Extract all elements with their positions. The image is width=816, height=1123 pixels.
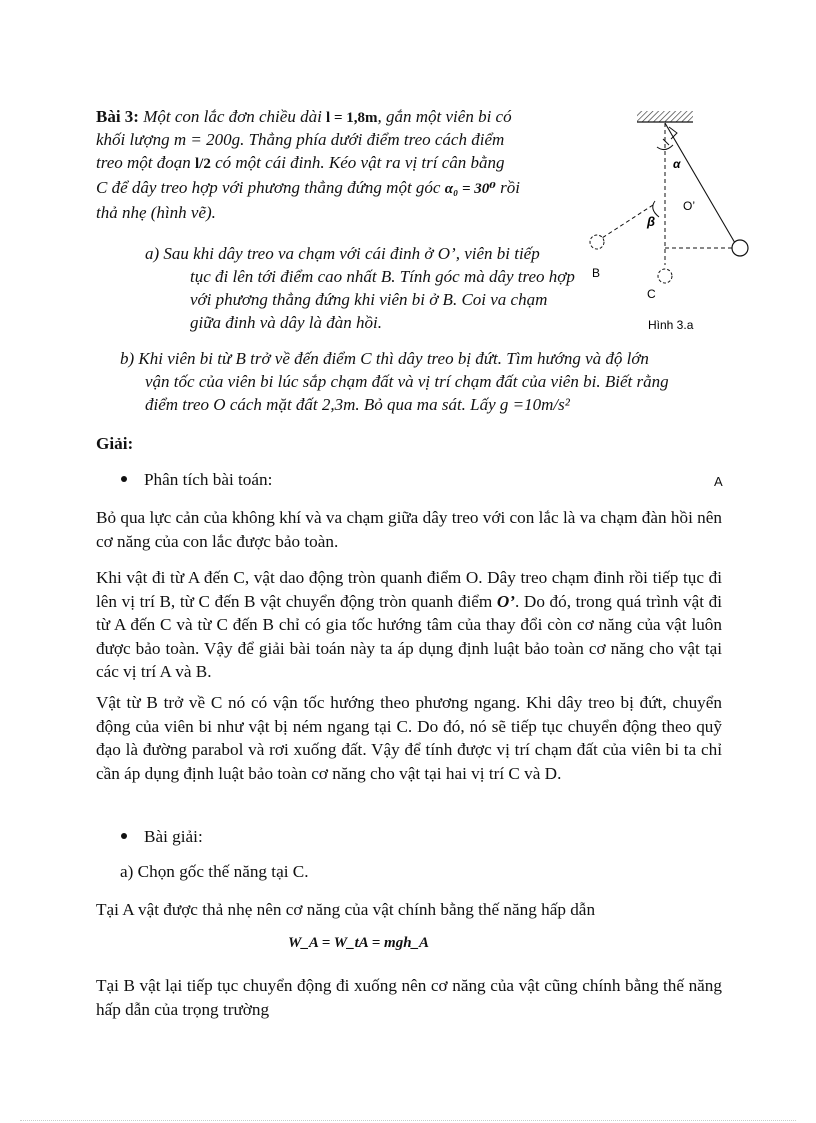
beta-label: β (647, 214, 656, 229)
page-bottom-divider (20, 1120, 796, 1121)
half-length-formula: l/2 (195, 156, 211, 172)
analysis-paragraph-1: Bỏ qua lực cản của không khí và va chạm giữa dây treo với con lắc là va chạm đàn hồi nên cơ năng của con lắc được bảo toàn. (96, 508, 722, 551)
o-prime-symbol: O’ (496, 591, 515, 611)
ceiling-hatch (637, 111, 693, 122)
analysis-paragraph-2 (96, 566, 722, 684)
b-label: B (592, 266, 601, 280)
part-a-line-4: giữa đinh và dây là đàn hồi. (190, 313, 383, 332)
side-label-a: A (714, 474, 723, 489)
solution-subheading: Bài giải: (144, 827, 203, 846)
problem-label: Bài 3: (96, 107, 139, 126)
figure-caption: Hình 3.a (648, 318, 694, 332)
problem-text: , gắn một viên bi có (377, 107, 512, 126)
bullet-dot (121, 833, 127, 839)
problem-text: rồi (495, 178, 520, 197)
part-a-line-2: tục đi lên tới điểm cao nhất B. Tính góc mà dây treo hợp (190, 267, 575, 286)
alpha-label: α (673, 157, 681, 171)
problem-text: C để dây treo hợp với phương thẳng đứng một góc (96, 178, 445, 197)
solution-heading: Giải: (96, 434, 134, 453)
bob-a (732, 240, 748, 256)
o-prime-label: O’ (683, 199, 695, 213)
support-hook (663, 127, 677, 145)
bullet-dot (121, 476, 127, 482)
analysis-heading: Phân tích bài toán: (144, 470, 273, 489)
pendulum-figure (585, 105, 760, 340)
angle-formula: α₀ = 30⁰ (444, 181, 496, 197)
step-a: a) Chọn gốc thế năng tại C. (120, 862, 309, 881)
line-at-b: Tại B vật lại tiếp tục chuyển động đi xuống nên cơ năng của vật cũng chính bằng thế năng hấp dẫn của trọng trường (96, 976, 722, 1019)
part-a-line-3: với phương thẳng đứng khi viên bi ở B. Coi va chạm (190, 290, 548, 309)
paragraph-text: Khi vật đi từ A đến C, vật dao động tròn quanh điểm O. Dây treo chạm đinh rồi tiếp tục đi lên vị trí B, từ C đến B vật chuyển động tròn quanh điểm (96, 568, 722, 611)
string-to-b (602, 205, 656, 238)
problem-text: có một cái đinh. Kéo vật ra vị trí cân bằng (210, 153, 505, 172)
string-to-a (665, 123, 735, 243)
part-b-line-2: vận tốc của viên bi lúc sắp chạm đất và vị trí chạm đất của viên bi. Biết rằng (145, 372, 669, 391)
line-at-a: Tại A vật được thả nhẹ nên cơ năng của vật chính bằng thế năng hấp dẫn (96, 900, 596, 919)
analysis-paragraph-3: Vật từ B trở về C nó có vận tốc hướng theo phương ngang. Khi dây treo bị đứt, chuyển động của viên bi như vật bị ném ngang tại C. Do đó, nó sẽ tiếp tục chuyển động theo quỹ đạo là đường parabol và rơi xuống đất. Vậy để tính được vị trí chạm đất của viên bi ta chỉ cần áp dụng định luật bảo toàn cơ năng cho vật tại hai vị trí C và D. (96, 693, 722, 783)
part-b-line-3: điểm treo O cách mặt đất 2,3m. Bỏ qua ma sát. Lấy g =10m/s² (145, 395, 570, 414)
energy-formula: W_A = W_tA = mgh_A (288, 935, 430, 951)
paragraph-text: . Do đó, trong quá trình vật đi từ A đến C và từ C đến B chỉ có gia tốc hướng tâm của thay đổi còn cơ năng của vật luôn được bảo toàn. Vậy để giải bài toán này ta áp dụng định luật bảo toàn cơ năng cho vật tại các vị trí A và B. (96, 591, 722, 682)
bob-c (658, 269, 672, 283)
problem-line-1 (96, 105, 512, 130)
problem-text: Một con lắc đơn chiều dài (143, 107, 327, 126)
c-label: C (647, 287, 656, 301)
part-b-line-1: b) Khi viên bi từ B trở về đến điểm C thì dây treo bị đứt. Tìm hướng và độ lớn (120, 349, 649, 368)
problem-line-3 (96, 151, 505, 176)
problem-line-2: khối lượng m = 200g. Thẳng phía dưới điểm treo cách điểm (96, 130, 505, 149)
problem-line-4 (96, 176, 520, 201)
bob-b (590, 235, 604, 249)
problem-text: treo một đoạn (96, 153, 196, 172)
part-a-line-1: a) Sau khi dây treo va chạm với cái đinh ở O’, viên bi tiếp (145, 244, 540, 263)
length-formula: l = 1,8m (326, 110, 378, 126)
problem-line-5: thả nhẹ (hình vẽ). (96, 203, 216, 222)
